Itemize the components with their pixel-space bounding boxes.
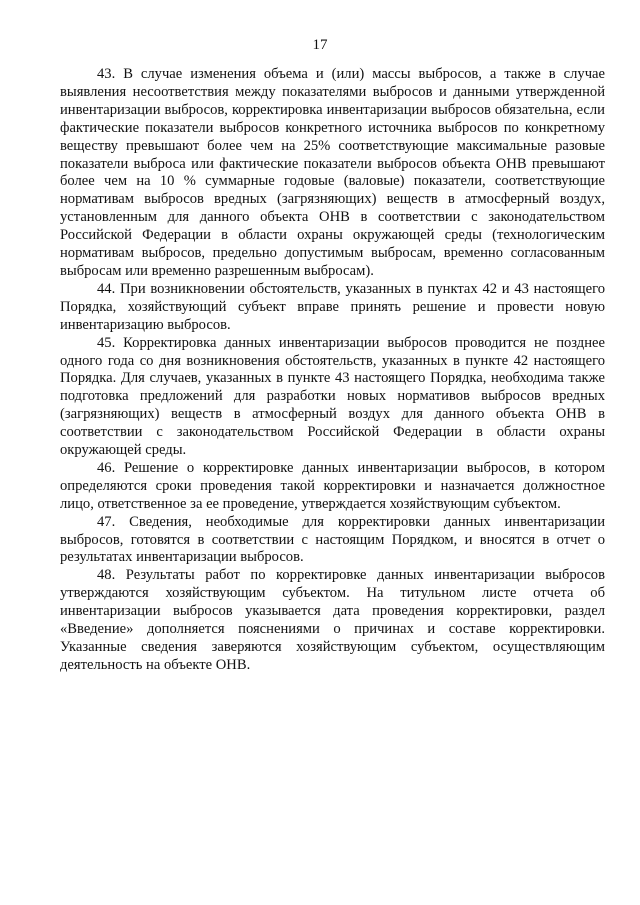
page-number: 17 [312,37,328,53]
paragraph-45: 45. Корректировка данных инвентаризации выбросов проводится не позднее одного года со дня возникновения обстоятельств, указанных в пункте 42 настоящего Порядка. Для случаев, указанных в пункте 43 настоящего Порядка, необходима также подготовка предложений для разработки новых нормативов выбросов вредных (загрязняющих) веществ в атмосферный воздух для данного объекта ОНВ в соответствии с законодательством Российской Федерации в области охраны окружающей среды. [60,334,605,459]
paragraph-43: 43. В случае изменения объема и (или) массы выбросов, а также в случае выявления несоответствия между показателями выбросов и данными утвержденной инвентаризации выбросов, корректировка инвентаризации выбросов обязательна, если фактические показатели выбросов конкретного источника выбросов по конкретному веществу превышают более чем на 25% соответствующие максимальные разовые показатели выброса или фактические показатели выбросов объекта ОНВ превышают более чем на 10 % суммарные годовые (валовые) показатели, соответствующие нормативам выбросов вредных (загрязняющих) веществ в атмосферный воздух, установленным для данного объекта ОНВ в соответствии с законодательством Российской Федерации в области охраны окружающей среды (технологическим нормативам выбросов, предельно допустимым выбросам, временно согласованным выбросам или временно разрешенным выбросам). [60,66,605,279]
document-body [60,66,605,675]
paragraph-47: 47. Сведения, необходимые для корректировки данных инвентаризации выбросов, готовятся в соответствии с настоящим Порядком, и вносятся в отчет о результатах инвентаризации выбросов. [60,513,605,566]
paragraph-48: 48. Результаты работ по корректировке данных инвентаризации выбросов утверждаются хозяйствующим субъектом. На титульном листе отчета об инвентаризации выбросов указывается дата проведения корректировки, раздел «Введение» дополняется пояснениями о причинах и составе корректировки. Указанные сведения заверяются хозяйствующим субъектом, осуществляющим деятельность на объекте ОНВ. [60,567,605,673]
paragraph-46: 46. Решение о корректировке данных инвентаризации выбросов, в котором определяются сроки проведения такой корректировки и назначается должностное лицо, ответственное за ее проведение, утверждается хозяйствующим субъектом. [60,459,605,512]
paragraph-44: 44. При возникновении обстоятельств, указанных в пунктах 42 и 43 настоящего Порядка, хозяйствующий субъект вправе принять решение и провести новую инвентаризацию выбросов. [60,280,605,333]
